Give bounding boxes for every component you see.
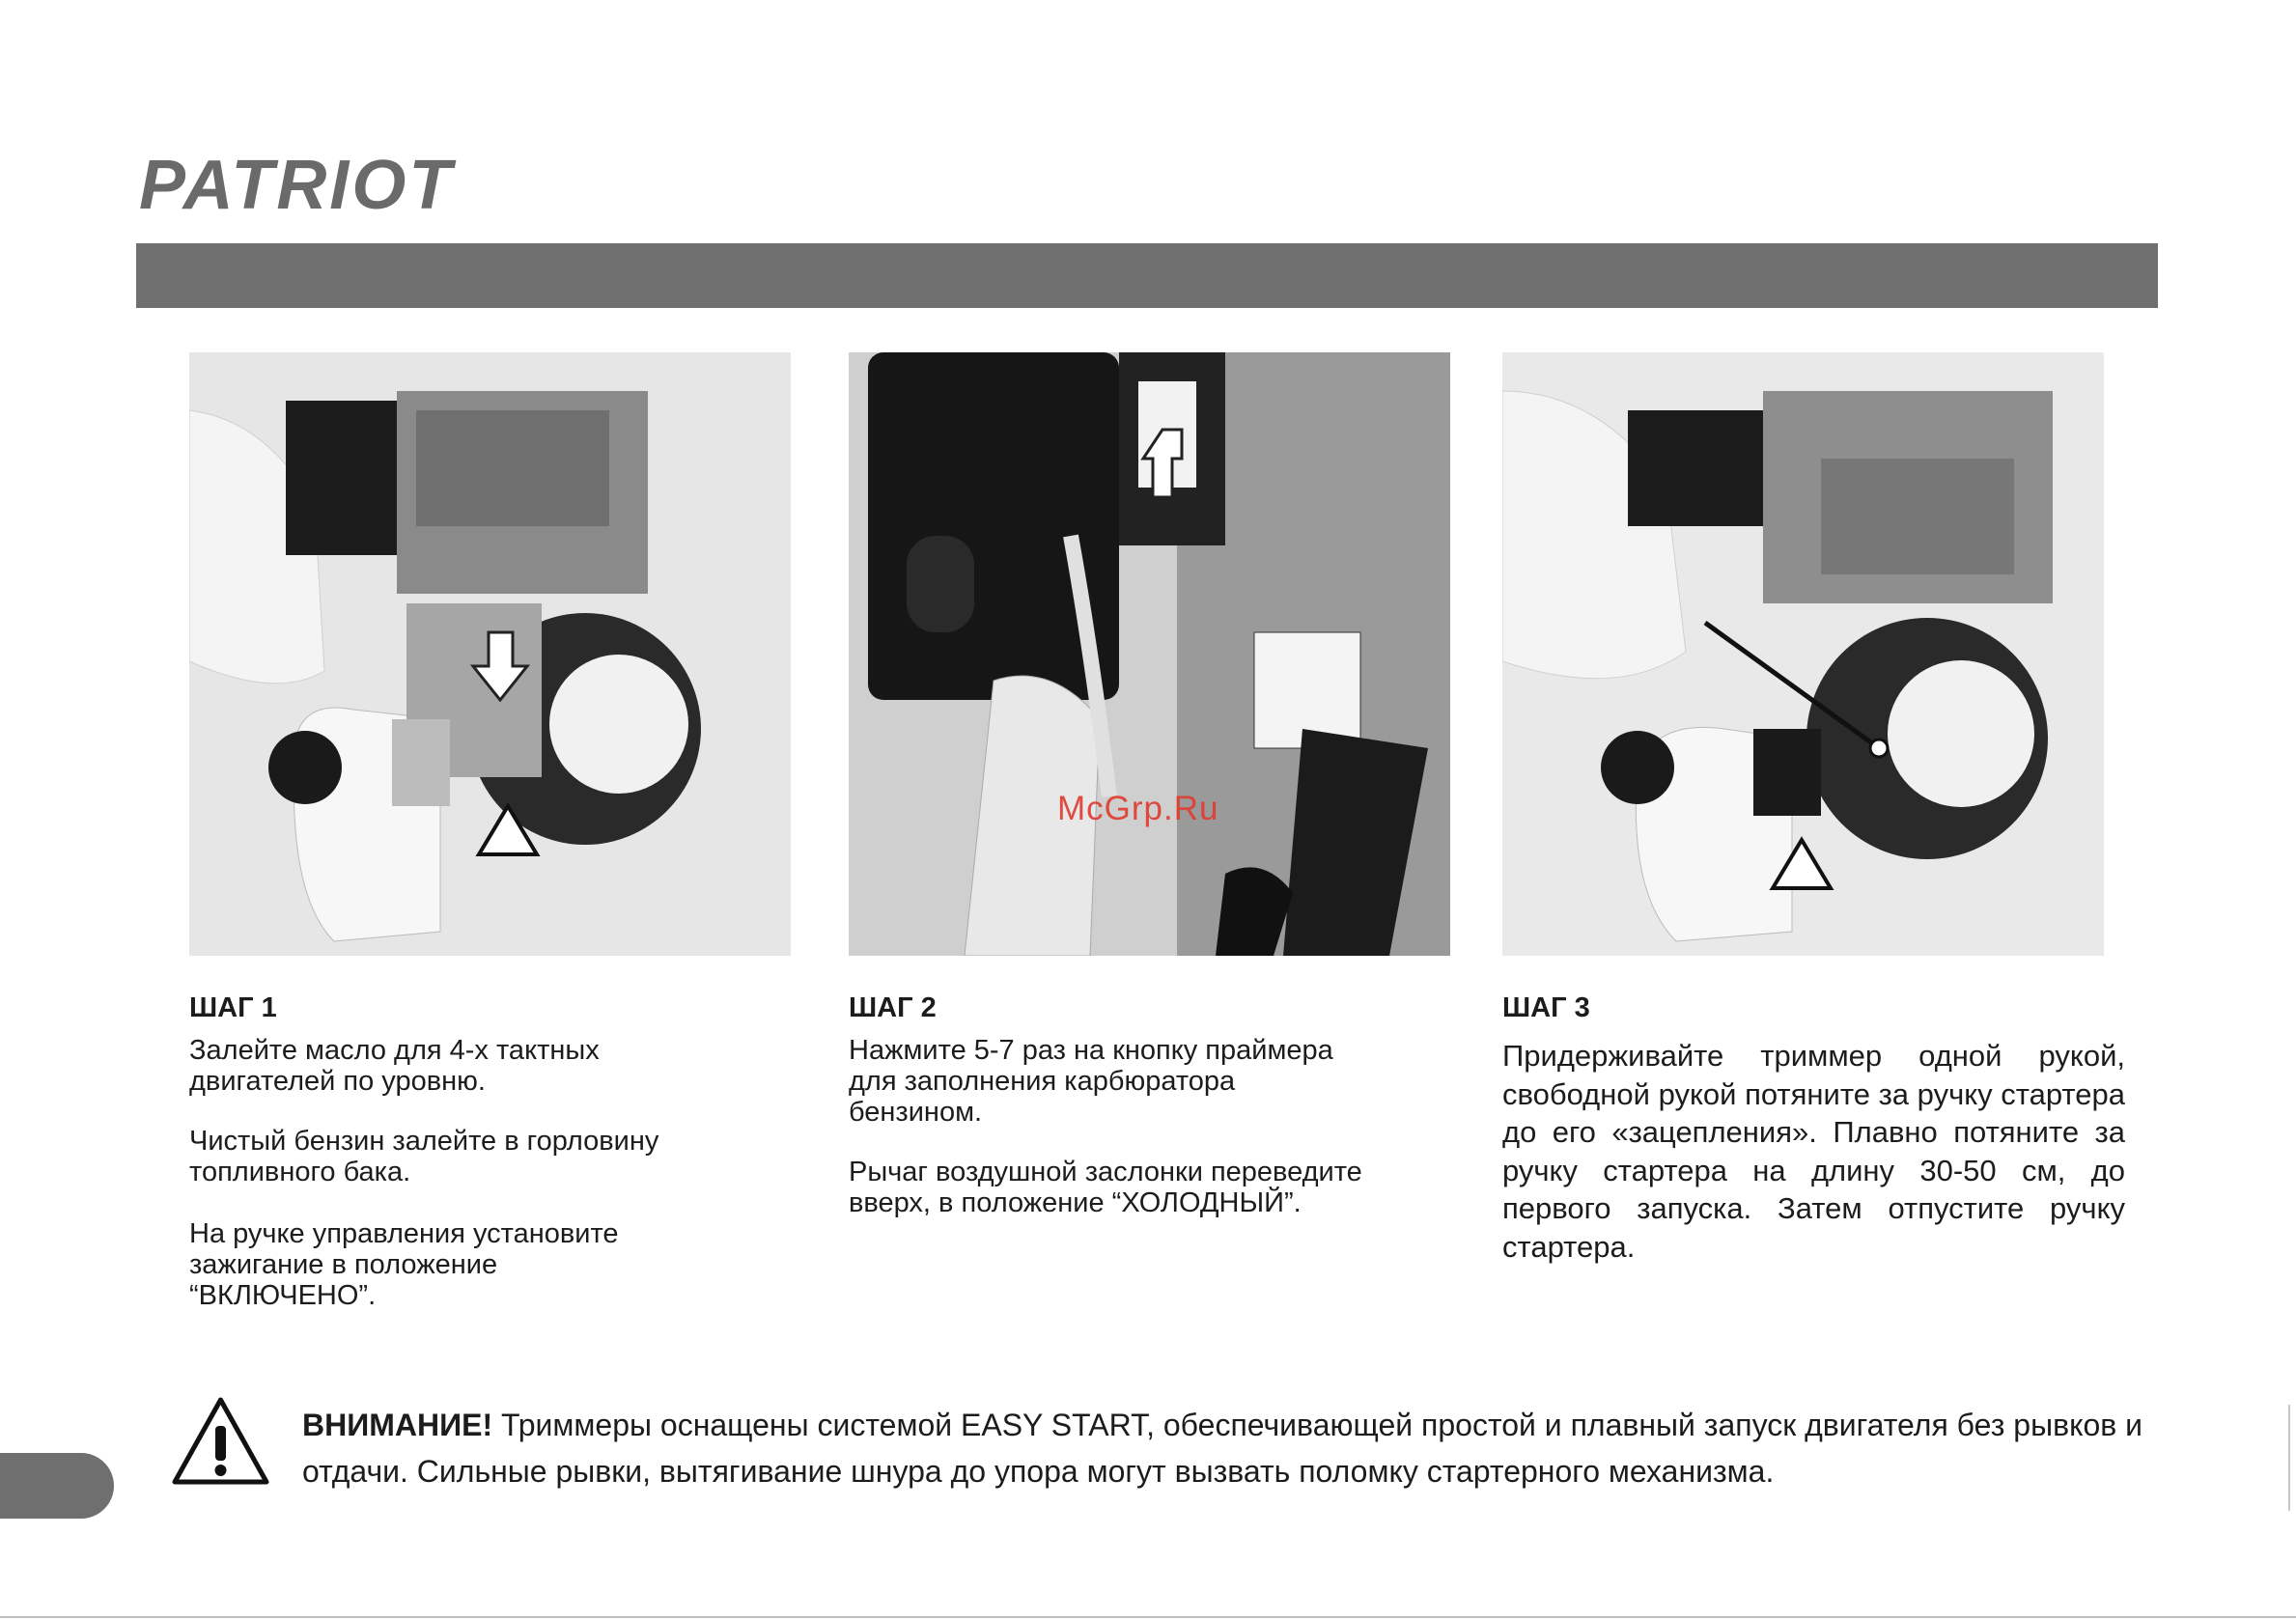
step-1-paragraph-1 (189, 1035, 600, 1097)
step-1-paragraph-3 (189, 1218, 619, 1311)
page-tab (0, 1453, 114, 1519)
text-line: топливного бака. (189, 1157, 411, 1187)
bottom-rule (0, 1616, 2296, 1618)
step-3-paragraph: Придерживайте триммер одной рукой, свободной рукой потяните за ручку стартера до его «зацепления». Плавно потяните за ручку стартера на длину 30-50 см, до первого запуска. Затем отпустите ручку стартера. (1502, 1039, 2125, 1264)
text-line: Чистый бензин залейте в горловину (189, 1126, 659, 1157)
step-1-photo (189, 352, 791, 956)
patriot-logo-text: PATRIOT (139, 147, 455, 222)
text-line: для заполнения карбюратора (849, 1066, 1236, 1097)
step-2-photo (849, 352, 1450, 956)
step-3-title: ШАГ 3 (1502, 992, 1590, 1023)
section-header-bar (136, 243, 2158, 308)
watermark: McGrp.Ru (1057, 790, 1219, 827)
text-line: Залейте масло для 4-х тактных (189, 1035, 600, 1066)
text-line: Рычаг воздушной заслонки переведите (849, 1157, 1362, 1187)
text-line: На ручке управления установите (189, 1218, 619, 1249)
text-line: зажигание в положение (189, 1249, 498, 1280)
step-2-paragraph-1 (849, 1035, 1333, 1128)
patriot-logo (135, 145, 541, 222)
step-1-title: ШАГ 1 (189, 992, 277, 1023)
text-line: вверх, в положение “ХОЛОДНЫЙ”. (849, 1187, 1302, 1218)
text-line: двигателей по уровню. (189, 1066, 486, 1097)
step-1-paragraph-2 (189, 1126, 658, 1187)
warning-text: Триммеры оснащены системой EASY START, обеспечивающей простой и плавный запуск двигателя без рывков и отдачи. Сильные рывки, вытягивание шнура до упора могут вызвать поломку стартерного механизма. (302, 1408, 2142, 1489)
step-3-photo (1502, 352, 2104, 956)
right-edge-mark (2288, 1405, 2290, 1511)
text-line: бензином. (849, 1097, 983, 1128)
text-line: Нажмите 5-7 раз на кнопку праймера (849, 1035, 1333, 1066)
step-2-paragraph-2 (849, 1157, 1362, 1218)
text-line: “ВКЛЮЧЕНО”. (189, 1280, 377, 1311)
warning-triangle-icon (170, 1395, 271, 1487)
step-2-title: ШАГ 2 (849, 992, 937, 1023)
warning-label: ВНИМАНИЕ! (302, 1408, 493, 1442)
warning-notice (302, 1402, 2146, 1494)
